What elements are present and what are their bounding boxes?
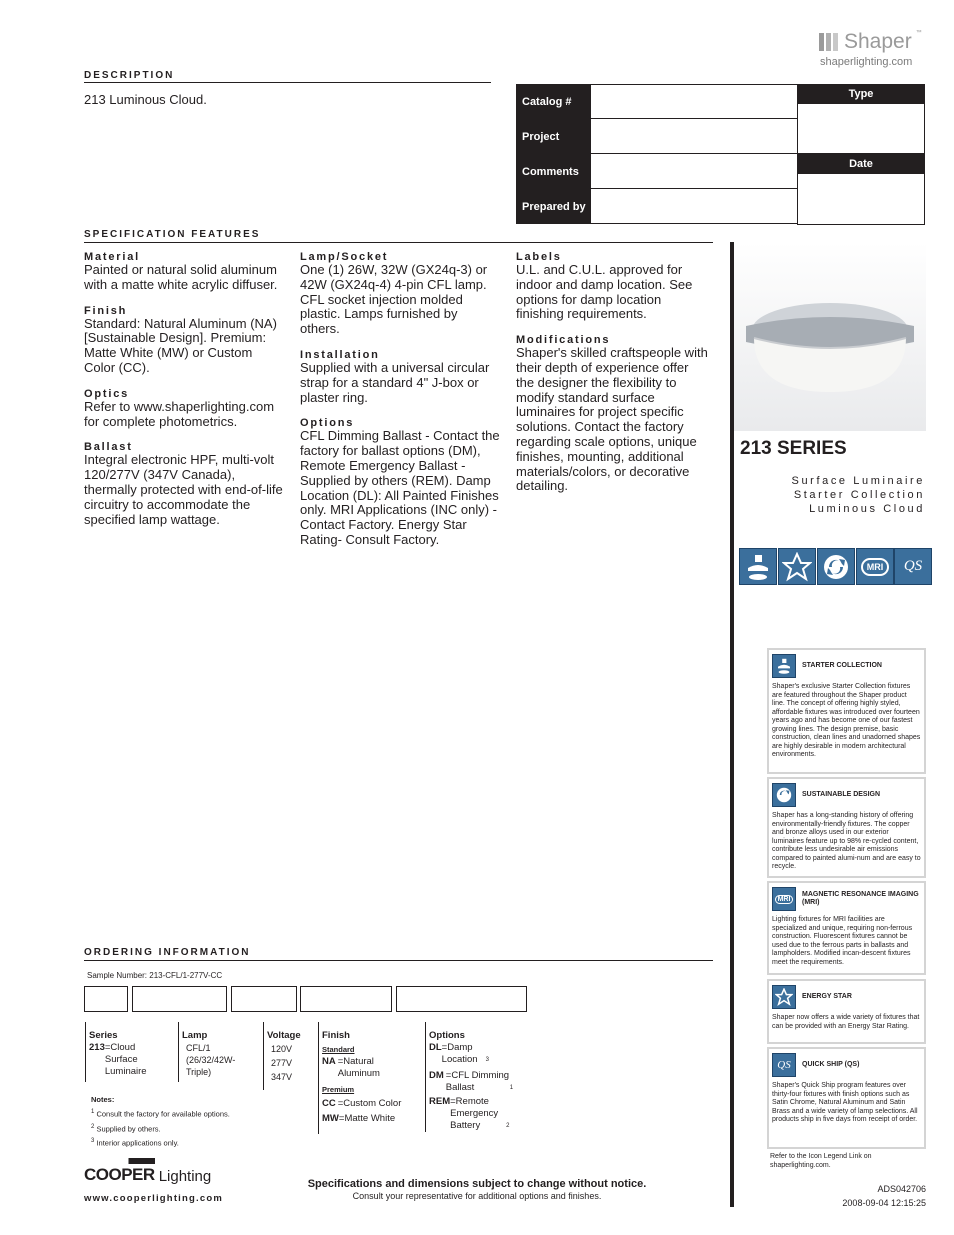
ballast-heading: Ballast [84,441,133,454]
date-field[interactable] [797,174,925,225]
installation-heading: Installation [300,348,380,361]
labels-text: U.L. and C.U.L. approved for indoor and damp location. See options for damp location finishing requirements. [516,262,693,322]
product-photo [734,242,926,431]
info-body: Shaper's exclusive Starter Collection fixtures are featured throughout the Shaper product line. The concept of offering highly styled, affordable fixtures was introduced over fourteen years ago and has become one of our fastest growing lines. The design premise, basic construction, clean lines and unadorned shapes are highly desirable in modern architectural environments. [772,683,921,758]
lamp-column [178,1022,258,1082]
energy-star-icon [778,548,816,585]
catalog-label: Catalog # [516,84,591,119]
standard-label: Standard [322,1045,355,1054]
date-header: Date [797,154,925,174]
spec-column-2 [300,251,500,548]
starter-collection-icon [772,654,796,678]
finish-heading: Finish [322,1030,350,1041]
voltage-347: 347V [271,1072,293,1082]
options-column: Options DL =Damp Location $_3$ DM =CFL Dimming Ballast $_1$ REM =Remote Emergency Battery $_2$ [425,1022,525,1132]
mri-icon: MRI [772,887,796,911]
prepared-by-label: Prepared by [516,189,591,224]
cooper-logo [84,1158,211,1185]
finish-column: Finish Standard NA =Natural Aluminum Premium CC =Custom Color MW =Matte White [318,1022,418,1134]
info-starter-collection [767,648,926,774]
finish-heading: Finish [84,304,128,317]
note-1: Consult the factory for available options. [96,1109,230,1119]
quick-ship-icon: QS [772,1053,796,1077]
consult-note: Consult your representative for additional options and finishes. [352,1191,602,1201]
prepared-by-row [516,189,798,224]
lamp-code-box[interactable] [132,986,227,1012]
shaper-logo: Shaper ™ [818,30,922,54]
type-header: Type [797,84,925,104]
series-title: 213 SERIES [740,438,847,459]
note-3: Interior applications only. [96,1138,179,1148]
options-text: CFL Dimming Ballast - Contact the factory for ballast options (DM), Remote Emergency Ballast - Supplied by others (REM). Damp Location (DL): All Painted Finishes only. MRI Applications (INC only) - Contact Factory. Energy Star Rating- Consult Factory. [300,428,500,547]
voltage-120: 120V [271,1044,293,1054]
project-label: Project [516,119,591,154]
voltage-heading: Voltage [267,1030,301,1041]
subtitle-line-2: Starter Collection [793,489,925,501]
info-body: Lighting fixtures for MRI facilities are specialized and unique, requiring non-ferrous construction. Fluorescent fixtures cannot be used due to the ferrous parts in ballasts and lampholders. Modified incan-descent fixtures meet the requirements. [772,916,913,966]
type-field[interactable] [797,104,925,154]
lamp-heading: Lamp/Socket [300,251,389,263]
lamp-text: One (1) 26W, 32W (GX24q-3) or 42W (GX24q-4) 4-pin CFL lamp. CFL socket injection molded plastic. Lamps furnished by others. [300,262,488,337]
sustainable-design-icon [772,783,796,807]
product-subtitle [736,474,925,516]
info-mri [767,881,926,975]
voltage-277: 277V [271,1058,293,1068]
series-option: =Cloud Surface Luminaire [104,1042,147,1077]
sustainable-design-icon [817,548,855,585]
description-text: 213 Luminous Cloud. [84,92,207,107]
lamp-code: CFL/1 [186,1043,211,1053]
quick-ship-icon: QS [894,548,932,585]
divider [84,242,713,243]
note-2: Supplied by others. [96,1124,161,1133]
options-heading: Options [429,1030,465,1041]
lamp-heading: Lamp [182,1030,208,1041]
cooper-url: www.cooperlighting.com [84,1193,223,1204]
material-text: Painted or natural solid aluminum with a matte white acrylic diffuser. [84,262,278,292]
premium-label: Premium [322,1085,355,1094]
info-quick-ship [767,1047,926,1149]
optics-text: Refer to www.shaperlighting.com for complete photometrics. [84,398,275,429]
material-heading: Material [84,251,140,263]
project-field[interactable] [591,119,798,154]
shaper-url: shaperlighting.com [820,56,913,68]
lamp-desc: (26/32/42W-Triple) [186,1055,236,1077]
document-timestamp: 2008-09-04 12:15:25 [842,1198,926,1208]
info-title: ENERGY STAR [802,992,852,1000]
shaper-mark-icon [818,31,840,53]
subtitle-line-3: Luminous Cloud [809,503,925,515]
energy-star-icon [772,985,796,1009]
modifications-text: Shaper's skilled craftspeople with their depth of experience offer the designer the flexibility to modify standard surface luminaires for project specific solutions. Contact the factory regarding scale options, unique finishes, mounting, additional materials/colors, or decorative detailing. [516,345,708,494]
info-body: Shaper's Quick Ship program features over thirty-four fixtures with finish options such as Satin Chrome, Natural Aluminum and Satin Brass and a wide variety of lamp selections. All products ship in five days from receipt of order. [772,1082,918,1123]
series-code-box[interactable] [84,986,128,1012]
voltage-code-box[interactable] [231,986,297,1012]
spec-column-1 [84,251,284,527]
labels-heading: Labels [516,251,562,263]
optics-heading: Optics [84,387,130,400]
finish-code-box[interactable] [300,986,392,1012]
ballast-text: Integral electronic HPF, multi-volt 120/277V (347V Canada), thermally protected with end-of-life circuitry to accommodate the specified lamp wattage. [84,452,283,527]
options-code-box[interactable] [396,986,527,1012]
series-column: Series 213 =Cloud Surface Luminaire [85,1022,173,1082]
divider [84,960,713,961]
spec-heading: SPECIFICATION FEATURES [84,229,261,240]
info-title: SUSTAINABLE DESIGN [802,790,881,798]
notes: Notes: $^1$ Consult the factory for available options. $^2$ Supplied by others. $^3$ Interior applications only. [91,1095,230,1148]
project-row [516,119,798,154]
info-sustainable-design [767,777,926,878]
info-title: STARTER COLLECTION [802,661,882,669]
info-title: QUICK SHIP (QS) [802,1060,860,1068]
catalog-field[interactable] [591,84,798,119]
notes-heading: Notes: [91,1095,115,1104]
comments-field[interactable] [591,154,798,189]
options-heading: Options [300,417,355,430]
info-title: MAGNETIC RESONANCE IMAGING (MRI) [802,890,919,906]
catalog-row [516,84,798,119]
cooper-lighting: Lighting [158,1168,212,1185]
voltage-column [263,1022,313,1090]
shaper-wordmark: Shaper [844,30,912,53]
spec-column-3 [516,251,708,494]
subtitle-line-1: Surface Luminaire [791,475,925,487]
mri-icon: MRI [856,548,894,585]
description-heading: DESCRIPTION [84,70,175,81]
comments-row [516,154,798,189]
info-body: Shaper has a long-standing history of offering environmentally-friendly fixtures. The copper and bronze alloys used in our exterior luminaires feature up to 98% re-cycled content, contribute less undesirable air emissions compared to painted alumi-num and are easy to recycle. [772,812,921,870]
installation-text: Supplied with a universal circular strap for a standard 4" J-box or plaster ring. [300,359,490,405]
document-id: ADS042706 [877,1184,926,1194]
finish-text: Standard: Natural Aluminum (NA) [Sustainable Design]. Premium: Matte White (MW) or Custom Color (CC). [84,315,277,375]
starter-collection-icon [739,548,777,585]
cooper-wordmark: COOPER [84,1158,155,1185]
info-energy-star [767,979,926,1044]
ordering-heading: ORDERING INFORMATION [84,947,251,958]
divider [84,82,491,83]
icon-legend-note: Refer to the Icon Legend Link on shaperlighting.com. [770,1153,872,1169]
comments-label: Comments [516,154,591,189]
info-body: Shaper now offers a wide variety of fixtures that can be provided with an Energy Star Rating. [772,1014,920,1030]
series-heading: Series [89,1030,118,1041]
prepared-by-field[interactable] [591,189,798,224]
modifications-heading: Modifications [516,334,611,347]
disclaimer: Specifications and dimensions subject to change without notice. [307,1178,647,1190]
sample-number: Sample Number: 213-CFL/1-277V-CC [87,971,223,980]
